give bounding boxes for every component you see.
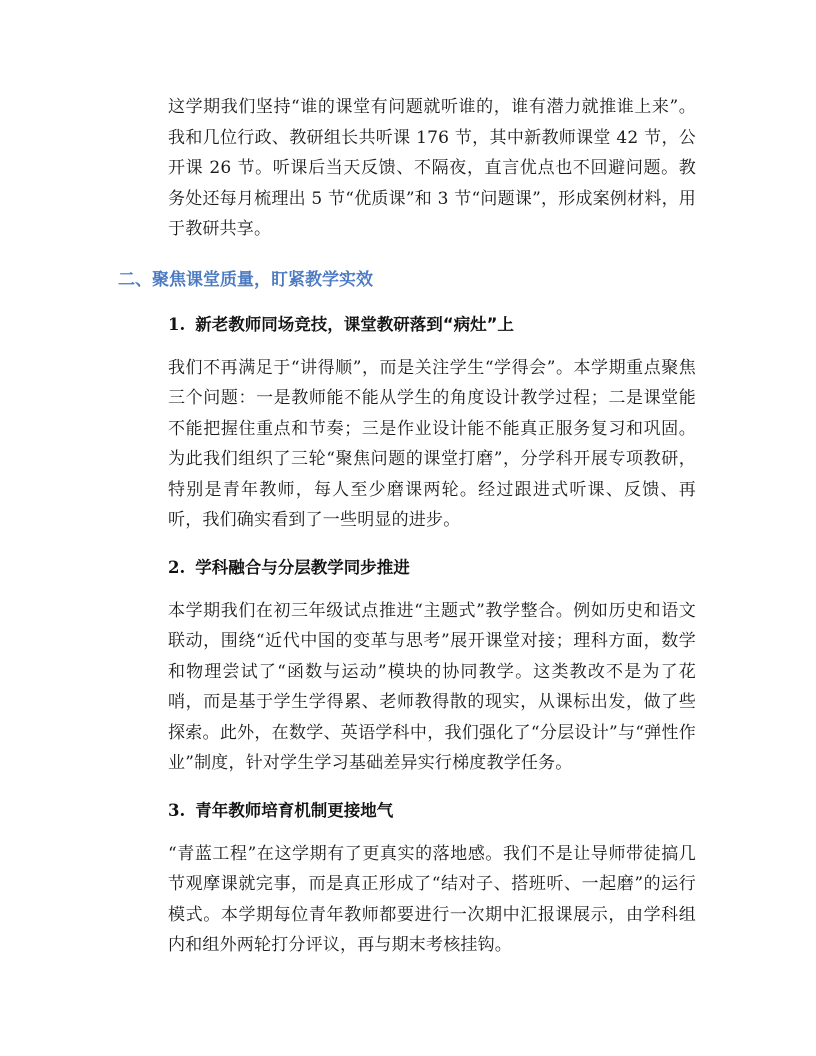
subsection-paragraph-3: “青蓝工程”在这学期有了更真实的落地感。我们不是让导师带徒搞几节观摩课就完事，而是真正形成了“结对子、搭班听、一起磨”的运行模式。本学期每位青年教师都要进行一次期中汇报课展示，由学科组内和组外两轮打分评议，再与期末考核挂钩。 [168, 843, 696, 955]
subsection-title: 学科融合与分层教学同步推进 [195, 557, 410, 577]
subsection-number: 1. [168, 314, 186, 334]
subsection-number: 2. [168, 557, 186, 577]
subsection-paragraph-2: 本学期我们在初三年级试点推进“主题式”教学整合。例如历史和语文联动，围绕“近代中国的变革与思考”展开课堂对接；理科方面，数学和物理尝试了“函数与运动”模块的协同教学。这类教改不是为了花哨，而是基于学生学得累、老师教得散的现实，从课标出发，做了些探索。此外，在数学、英语学科中，我们强化了“分层设计”与“弹性作业”制度，针对学生学习基础差异实行梯度教学任务。 [168, 600, 696, 773]
subsection-number: 3. [168, 800, 186, 820]
subsection-heading-2 [168, 556, 696, 580]
subsection-paragraph-1: 我们不再满足于“讲得顺”，而是关注学生“学得会”。本学期重点聚焦三个问题：一是教师能不能从学生的角度设计教学过程；二是课堂能不能把握住重点和节奏；三是作业设计能不能真正服务复习和巩固。为此我们组织了三轮“聚焦问题的课堂打磨”，分学科开展专项教研，特别是青年教师，每人至少磨课两轮。经过跟进式听课、反馈、再听，我们确实看到了一些明显的进步。 [168, 357, 696, 530]
section-heading: 二、聚焦课堂质量，盯紧教学实效 [118, 269, 373, 290]
intro-paragraph: 这学期我们坚持“谁的课堂有问题就听谁的，谁有潜力就推谁上来”。我和几位行政、教研组长共听课 176 节，其中新教师课堂 42 节，公开课 26 节。听课后当天反馈、不隔夜，直言优点也不回避问题。教务处还每月梳理出 5 节“优质课”和 3 节“问题课”，形成案例材料，用于教研共享。 [168, 97, 696, 239]
subsection-heading-3 [168, 799, 696, 823]
document-body [118, 92, 696, 961]
subsection-title: 新老教师同场竞技，课堂教研落到“病灶”上 [195, 314, 514, 334]
subsection-heading-1 [168, 313, 696, 337]
subsection-title: 青年教师培育机制更接地气 [195, 800, 394, 820]
